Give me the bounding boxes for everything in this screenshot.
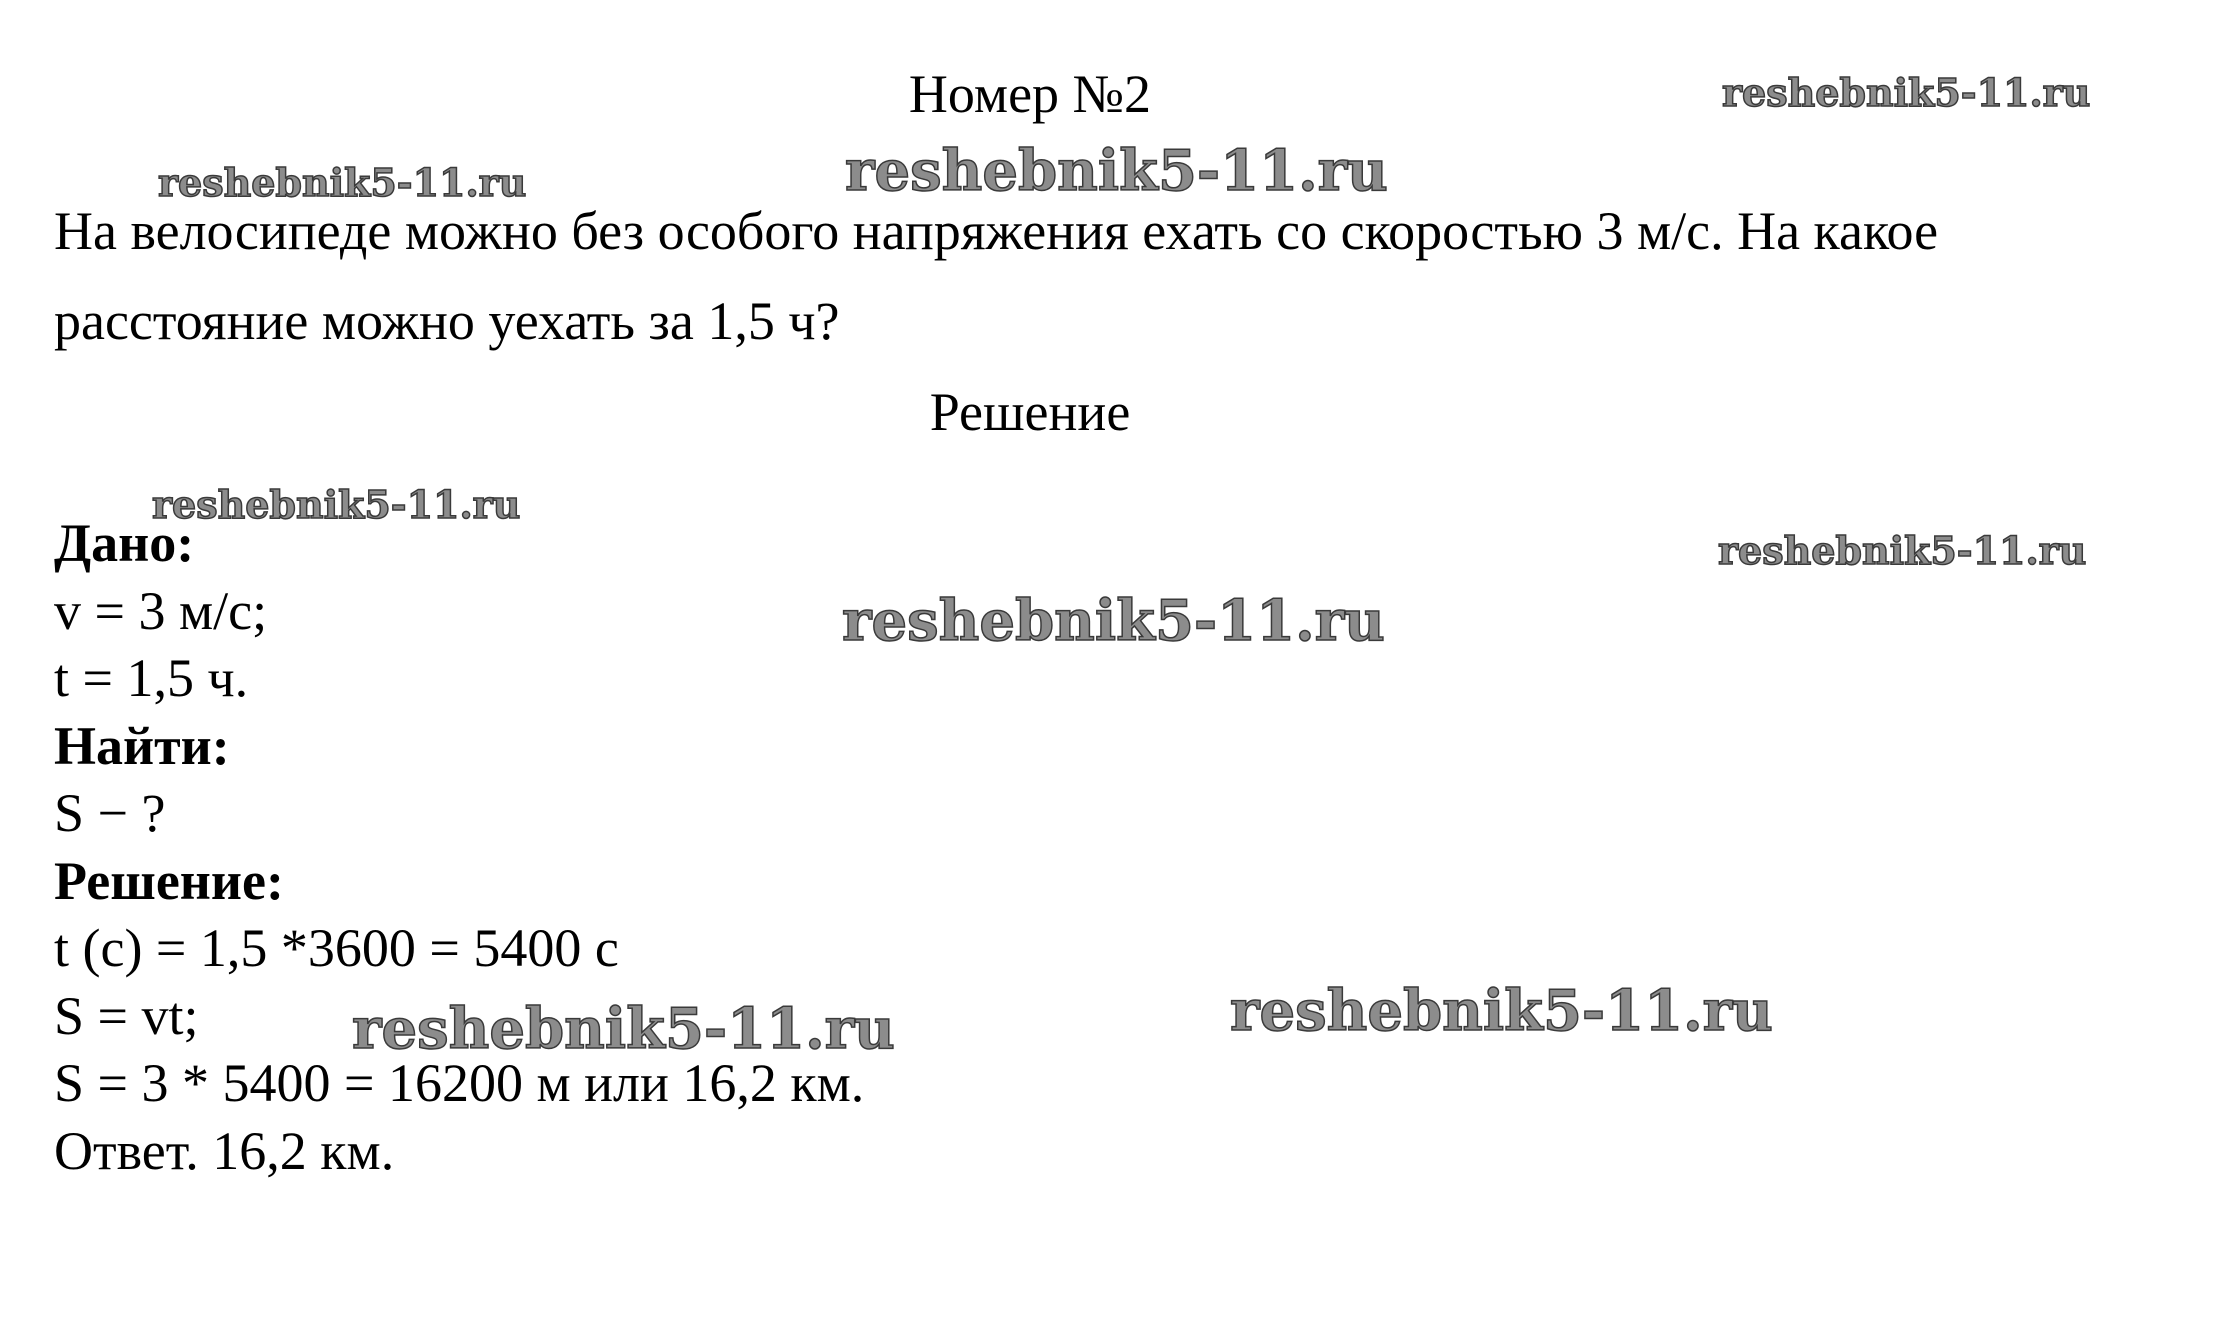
watermark: reshebnik5-11.ru [1722,70,2091,115]
problem-line: расстояние можно уехать за 1,5 ч? [54,291,840,351]
watermark: reshebnik5-11.ru [158,160,527,205]
find-label: Найти: [54,715,230,776]
solution-block [54,510,864,1185]
watermark: reshebnik5-11.ru [845,138,1388,204]
section-title: Решение [929,382,1131,442]
given-line: v = 3 м/с; [54,580,268,641]
page-title: Номер №2 [908,64,1152,124]
answer-line: Ответ. 16,2 км. [54,1120,395,1181]
find-line: S − ? [54,783,166,843]
watermark: reshebnik5-11.ru [842,588,1385,654]
solution-label: Решение: [54,850,284,911]
watermark: reshebnik5-11.ru [352,996,895,1062]
given-line: t = 1,5 ч. [54,648,249,708]
problem-line: На велосипеде можно без особого напряжения ехать со скоростью 3 м/с. На какое [54,201,1939,261]
solution-line: S = vt; [54,985,199,1046]
problem-statement [54,186,2184,366]
watermark: reshebnik5-11.ru [152,482,521,527]
watermark: reshebnik5-11.ru [1718,528,2087,573]
solution-line: t (с) = 1,5 *3600 = 5400 с [54,918,619,978]
given-label: Дано: [54,513,195,573]
solution-line: S = 3 * 5400 = 16200 м или 16,2 км. [54,1053,865,1113]
watermark: reshebnik5-11.ru [1230,978,1773,1044]
